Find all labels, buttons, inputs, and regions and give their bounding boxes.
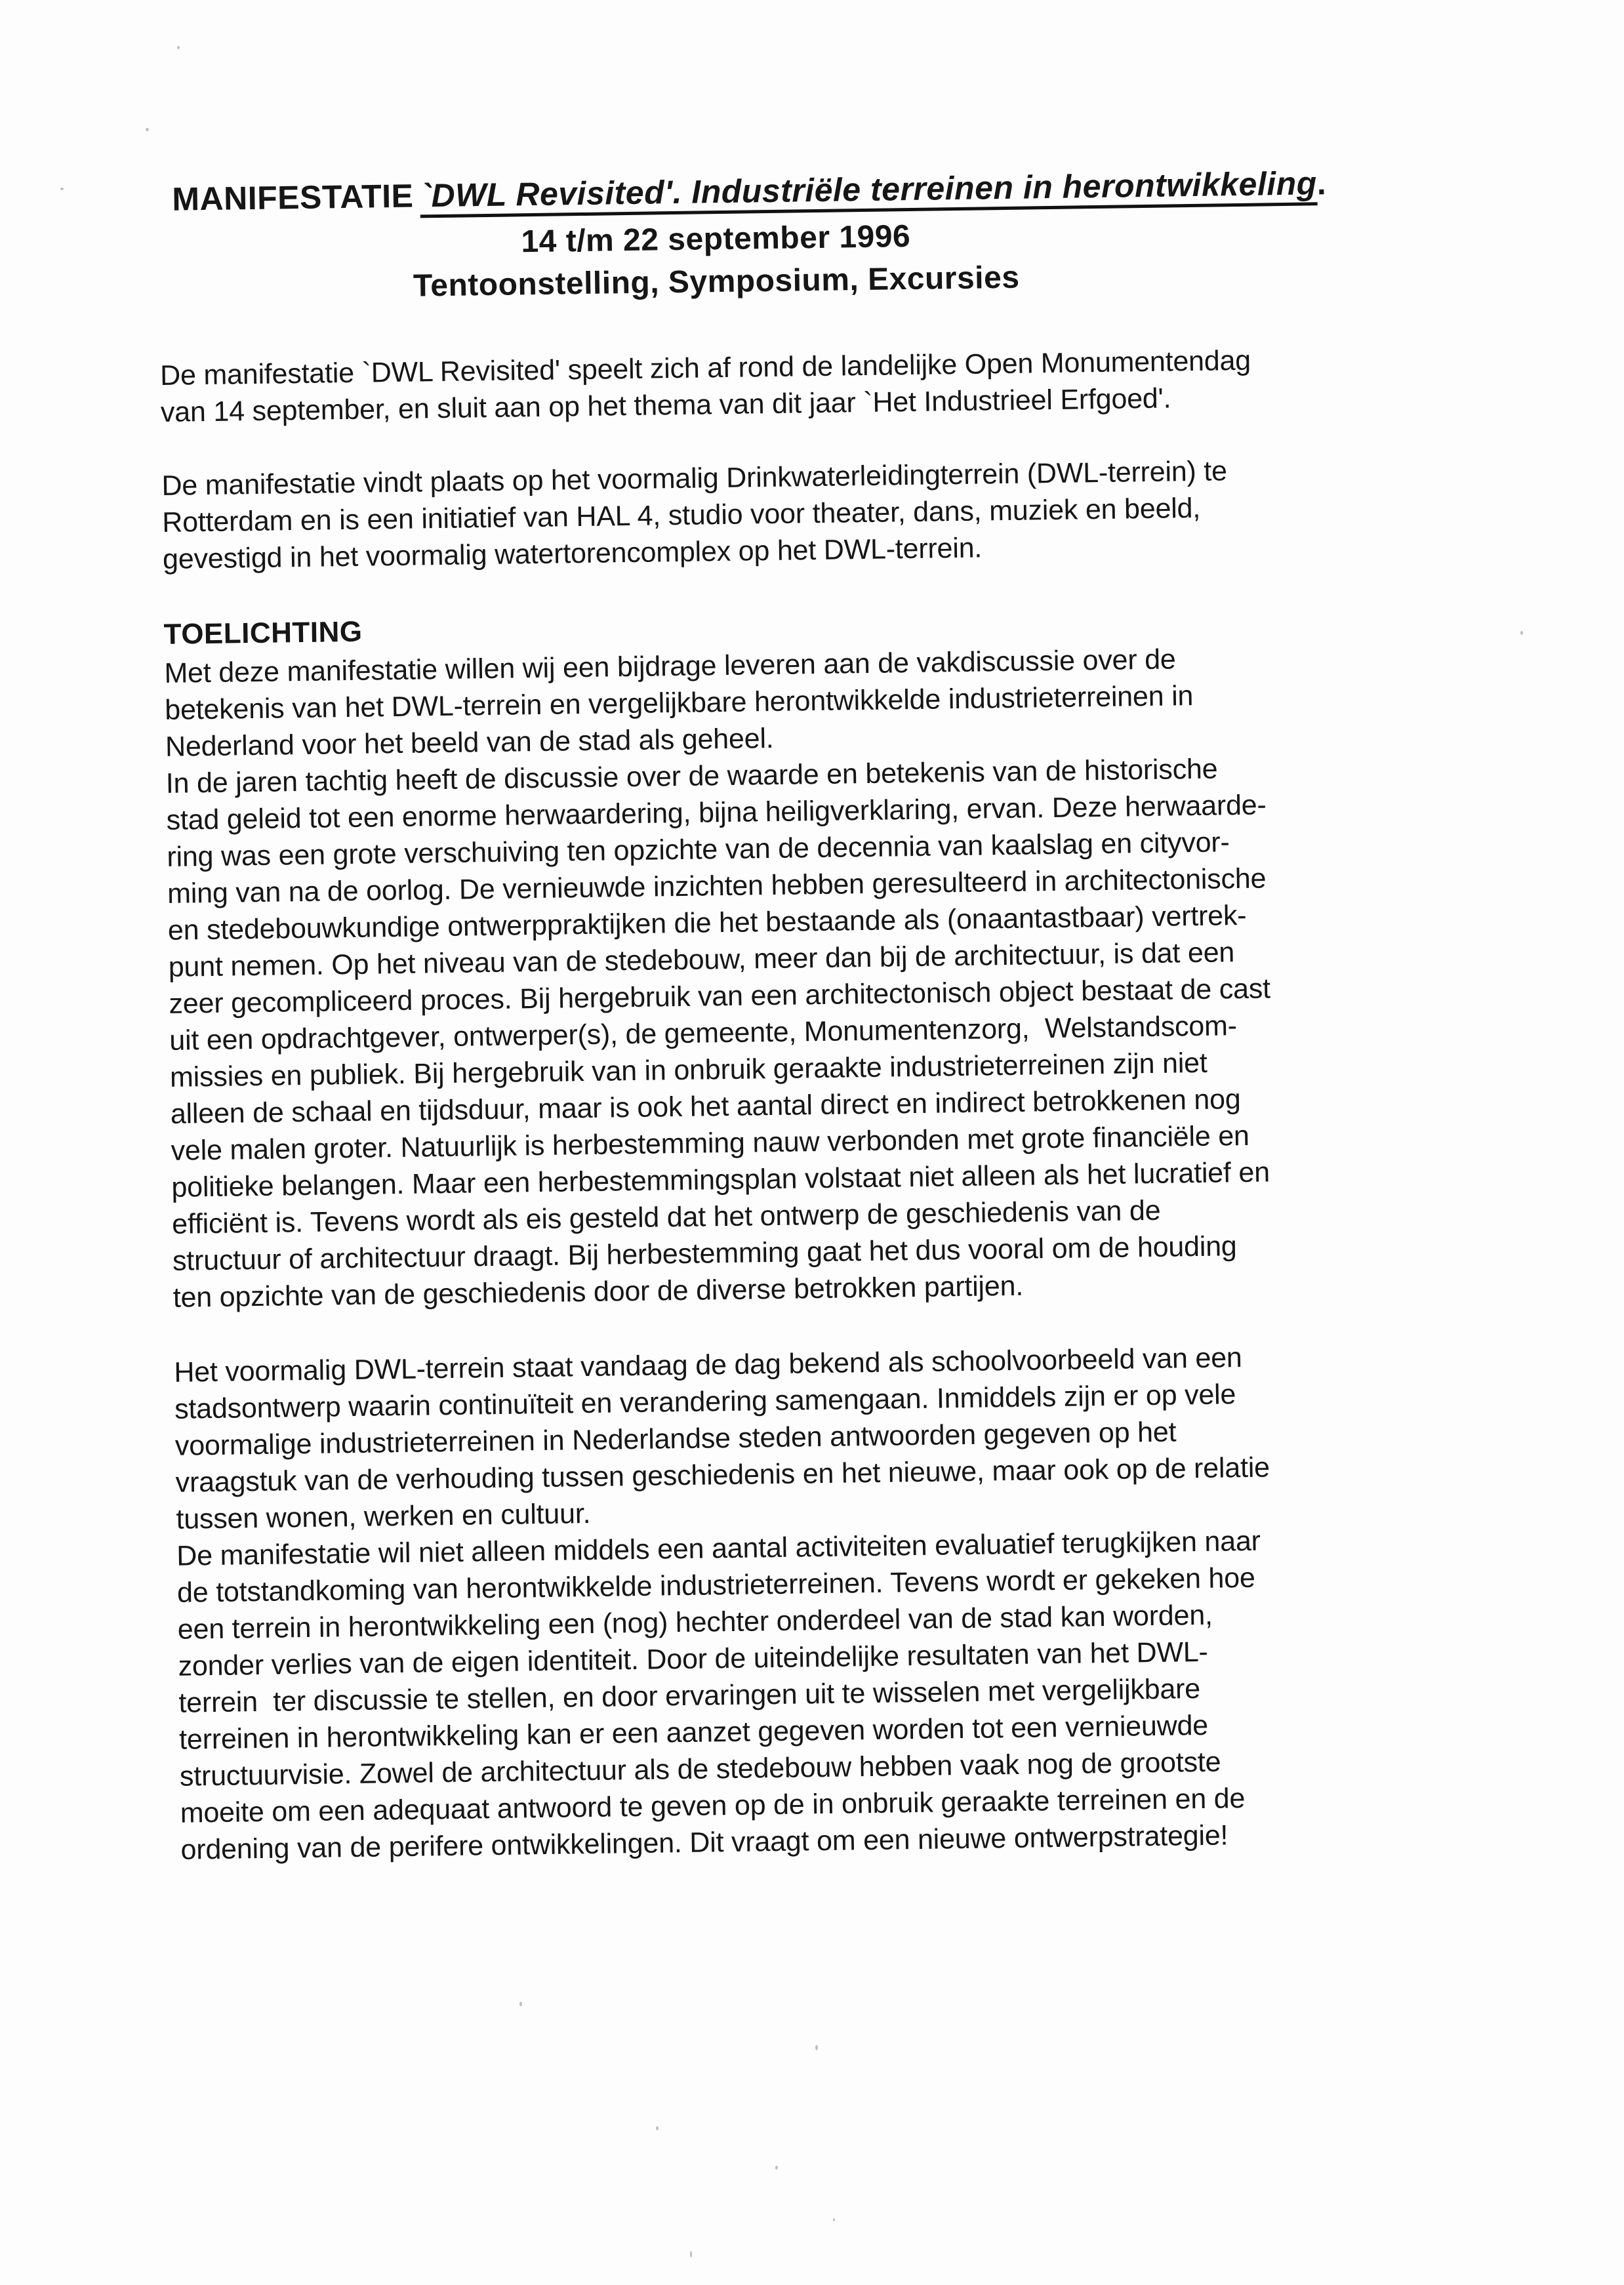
text-line: en stedebouwkundige ontwerppraktijken die het bestaande als (onaantastbaar) vertrek- <box>167 899 1247 946</box>
text-line: voormalige industrieterreinen in Nederlandse steden antwoorden gegeven op het <box>174 1416 1177 1462</box>
text-line: In de jaren tachtig heeft de discussie over de waarde en betekenis van de historische <box>165 753 1218 799</box>
text-line: zeer gecompliceerd proces. Bij hergebruik van een architectonisch object bestaat de cast <box>169 973 1271 1020</box>
text-line: ten opzichte van de geschiedenis door de diverse betrokken partijen. <box>173 1270 1024 1314</box>
text-line: structuur of architectuur draagt. Bij herbestemming gaat het dus vooral om de houding <box>172 1230 1237 1277</box>
scan-speck <box>833 2218 835 2221</box>
text-line: gevestigd in het voormalig watertorencomplex op het DWL-terrein. <box>162 532 983 575</box>
event-subtitle: Tentoonstelling, Symposium, Excursies <box>413 260 1020 304</box>
text-line: de totstandkoming van herontwikkelde industrieterreinen. Tevens wordt er gekeken hoe <box>176 1562 1255 1609</box>
text-line: ordening van de perifere ontwikkelingen. Dit vraagt om een nieuwe ontwerpstrategie! <box>180 1819 1228 1866</box>
text-line: vele malen groter. Natuurlijk is herbestemming nauw verbonden met grote financiële en <box>171 1120 1250 1167</box>
text-line: Rotterdam en is een initiatief van HAL 4, studio voor theater, dans, muziek en beeld, <box>161 492 1201 538</box>
text-line: Het voormalig DWL-terrein staat vandaag de dag bekend als schoolvoorbeeld van een <box>174 1342 1242 1388</box>
text-line: De manifestatie `DWL Revisited' speelt zich af rond de landelijke Open Monumentendag <box>159 344 1251 392</box>
text-line: een terrein in herontwikkeling een (nog) hechter onderdeel van de stad kan worden, <box>177 1599 1213 1646</box>
text-line: zonder verlies van de eigen identiteit. Door de uiteindelijke resultaten van het DWL- <box>178 1636 1208 1682</box>
text-line: stad geleid tot een enorme herwaardering, bijna heiligverklaring, ervan. Deze herwaarde- <box>166 789 1267 836</box>
text-line: tussen wonen, werken en cultuur. <box>176 1497 591 1535</box>
scan-speck <box>177 46 180 49</box>
text-line: missies en publiek. Bij hergebruik van in onbruik geraakte industrieterreinen zijn niet <box>169 1047 1208 1093</box>
document-header <box>157 165 1327 308</box>
text-line: punt nemen. Op het niveau van de stedebouw, meer dan bij de architectuur, is dat een <box>168 937 1235 983</box>
text-line: terrein ter discussie te stellen, en door ervaringen uit te wisselen met vergelijkbare <box>178 1673 1201 1719</box>
text-line: De manifestatie wil niet alleen middels een aantal activiteiten evaluatief terugkijken naar <box>176 1525 1261 1572</box>
scan-speck <box>656 2126 659 2130</box>
scan-speck <box>1520 631 1523 635</box>
document-content <box>157 162 1493 1918</box>
text-line: Met deze manifestatie willen wij een bijdrage leveren aan de vakdiscussie over de <box>164 643 1176 689</box>
text-line: terreinen in herontwikkeling kan er een aanzet gegeven worden tot een vernieuwde <box>178 1709 1209 1756</box>
text-line: van 14 september, en sluit aan op het thema van dit jaar `Het Industrieel Erfgoed'. <box>160 382 1171 428</box>
scan-speck <box>60 188 64 190</box>
scan-speck <box>815 2045 818 2050</box>
title-period: . <box>1316 165 1327 202</box>
intro-paragraph-1 <box>160 339 1472 431</box>
text-line: moeite om een adequaat antwoord te geven op de in onbruik geraakte terreinen en de <box>180 1783 1246 1829</box>
text-line: stadsontwerp waarin continuïteit en verandering samengaan. Inmiddels zijn er op vele <box>174 1379 1236 1425</box>
section-heading-toelichting: TOELICHTING <box>163 615 363 651</box>
event-date: 14 t/m 22 september 1996 <box>521 218 911 260</box>
text-line: politieke belangen. Maar een herbestemmingsplan volstaat niet alleen als het lucratief en <box>171 1156 1270 1203</box>
text-line: betekenis van het DWL-terrein en vergelijkbare herontwikkelde industrieterreinen in <box>164 680 1194 726</box>
text-line: alleen de schaal en tijdsduur, maar is ook het aantal direct en indirect betrokkenen nog <box>170 1083 1241 1130</box>
text-line: vraagstuk van de verhouding tussen geschiedenis en het nieuwe, maar ook op de relatie <box>175 1451 1270 1499</box>
text-line: ming van na de oorlog. De vernieuwde inzichten hebben geresulteerd in architectonische <box>167 862 1267 910</box>
title-main-underlined: `DWL Revisited'. Industriële terreinen in herontwikkeling <box>420 165 1317 218</box>
closing-paragraph <box>174 1336 1493 1869</box>
text-line: Nederland voor het beeld van de stad als geheel. <box>165 722 774 763</box>
text-line: uit een opdrachtgever, ontwerper(s), de gemeente, Monumentenzorg, Welstandscom- <box>169 1010 1238 1057</box>
text-line: De manifestatie vindt plaats op het voormalig Drinkwaterleidingterrein (DWL-terrein) te <box>161 455 1228 502</box>
text-line: ring was een grote verschuiving ten opzichte van de decennia van kaalslag en cityvor- <box>167 826 1230 873</box>
toelichting-paragraph <box>164 637 1485 1316</box>
scan-speck <box>146 128 149 131</box>
intro-paragraph-2 <box>161 449 1474 578</box>
title-label: MANIFESTATIE <box>172 177 414 218</box>
scan-speck <box>690 2251 692 2257</box>
text-line: efficiënt is. Tevens wordt als eis gesteld dat het ontwerp de geschiedenis van de <box>171 1194 1161 1240</box>
text-line: structuurvisie. Zowel de architectuur als de stedebouw hebben vaak nog de grootste <box>179 1746 1221 1792</box>
scan-speck <box>519 2002 522 2006</box>
document-title <box>172 165 1327 218</box>
scan-speck <box>775 2166 778 2170</box>
